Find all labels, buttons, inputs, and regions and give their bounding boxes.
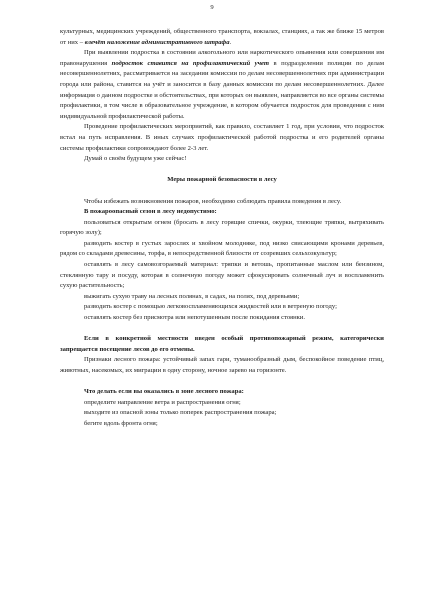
forbidden-item: оставлять костер без присмотра или непотушенным после покидания стоянки. — [84, 314, 305, 322]
paragraph-think-future: Думай о своём будущем уже сейчас! — [84, 155, 187, 163]
action-item: бегите вдоль фронта огня; — [84, 419, 158, 427]
text: в подразделении полиции по делам несовершеннолетних, рассматривается на заседании комиссии по делам несовершеннолетних при администрации города или района, ставится на учёт и заносится в базу данных комиссии по делам несовершеннолетних. Далее информация о данном подростке и обстоятельствах, при которых он выявлен, направляется во все органы системы профилактики, в том числе в образовательное учреждение, в котором обучается подросток для проведения с ним индивидуальной профилактической работы. — [60, 59, 384, 120]
text: . — [229, 38, 232, 46]
emphasis-registration: подросток ставится на профилактический учет — [111, 59, 269, 67]
forbidden-heading: В пожароопасный сезон в лесу недопустимо: — [84, 208, 217, 216]
forbidden-item: оставлять в лесу самовозгораемый материал: тряпки и ветошь, пропитанные маслом или бензином, стеклянную тару и посуду, которая в солнечную погоду может сфокусировать солнечный луч и воспламенить сухую растительность; — [60, 261, 384, 290]
forbidden-item: выжигать сухую траву на лесных полянах, в садах, на полях, под деревьями; — [84, 292, 300, 300]
forbidden-item: разводить костер с помощью легковоспламеняющихся жидкостей или в ветреную погоду; — [84, 303, 337, 311]
section-title: Меры пожарной безопасности в лесу — [167, 176, 277, 184]
paragraph-fire-intro: Чтобы избежать возникновения пожаров, необходимо соблюдать правила поведения в лесу. — [84, 197, 342, 205]
emphasis-fine: влечёт наложение административного штрафа — [84, 38, 230, 46]
forbidden-item: пользоваться открытым огнем (бросать в лесу горящие спички, окурки, тлеющие тряпки, вытряхивать горячую золу); — [60, 218, 384, 237]
action-item: определите направление ветра и распространения огня; — [84, 398, 241, 406]
page-number: 9 — [210, 4, 214, 11]
paragraph-registration — [60, 48, 384, 122]
forbidden-item: разводить костер в густых зарослях и хвойном молодняке, под низко свисающими кронами деревьев, рядом со складами древесины, торфа, в непосредственной близости от созревших сельхозкультур; — [60, 239, 384, 258]
actions-heading: Что делать если вы оказались в зоне лесного пожара: — [84, 388, 244, 396]
text: культурных, медицинских учреждений, общественного транспорта, вокзалах, станциях, а так же ближе 15 метров от них – — [60, 28, 384, 46]
text: При выявлении подростка в состоянии алкогольного или наркотического опьянения или совершения им правонарушения — [60, 49, 384, 67]
paragraph-prevention: Проведение профилактических мероприятий, как правило, составляет 1 год, при условии, что подросток встал на путь исправления. В иных случаях профилактической работой подростка и его родителей органы системы профилактики сопровождают более 2-3 лет. — [60, 123, 384, 152]
paragraph-fire-signs: Признаки лесного пожара: устойчивый запах гари, туманообразный дым, беспокойное поведение птиц, животных, насекомых, их миграции в одну сторону, ночное зарево на горизонте. — [60, 356, 384, 374]
paragraph-public-places — [60, 27, 384, 48]
action-item: выходите из опасной зоны только поперек распространения пожара; — [84, 409, 277, 417]
fire-regime-warning: Если в конкретной местности введен особый противопожарный режим, категорически запрещается посещение лесов до его отмены. — [60, 335, 384, 353]
